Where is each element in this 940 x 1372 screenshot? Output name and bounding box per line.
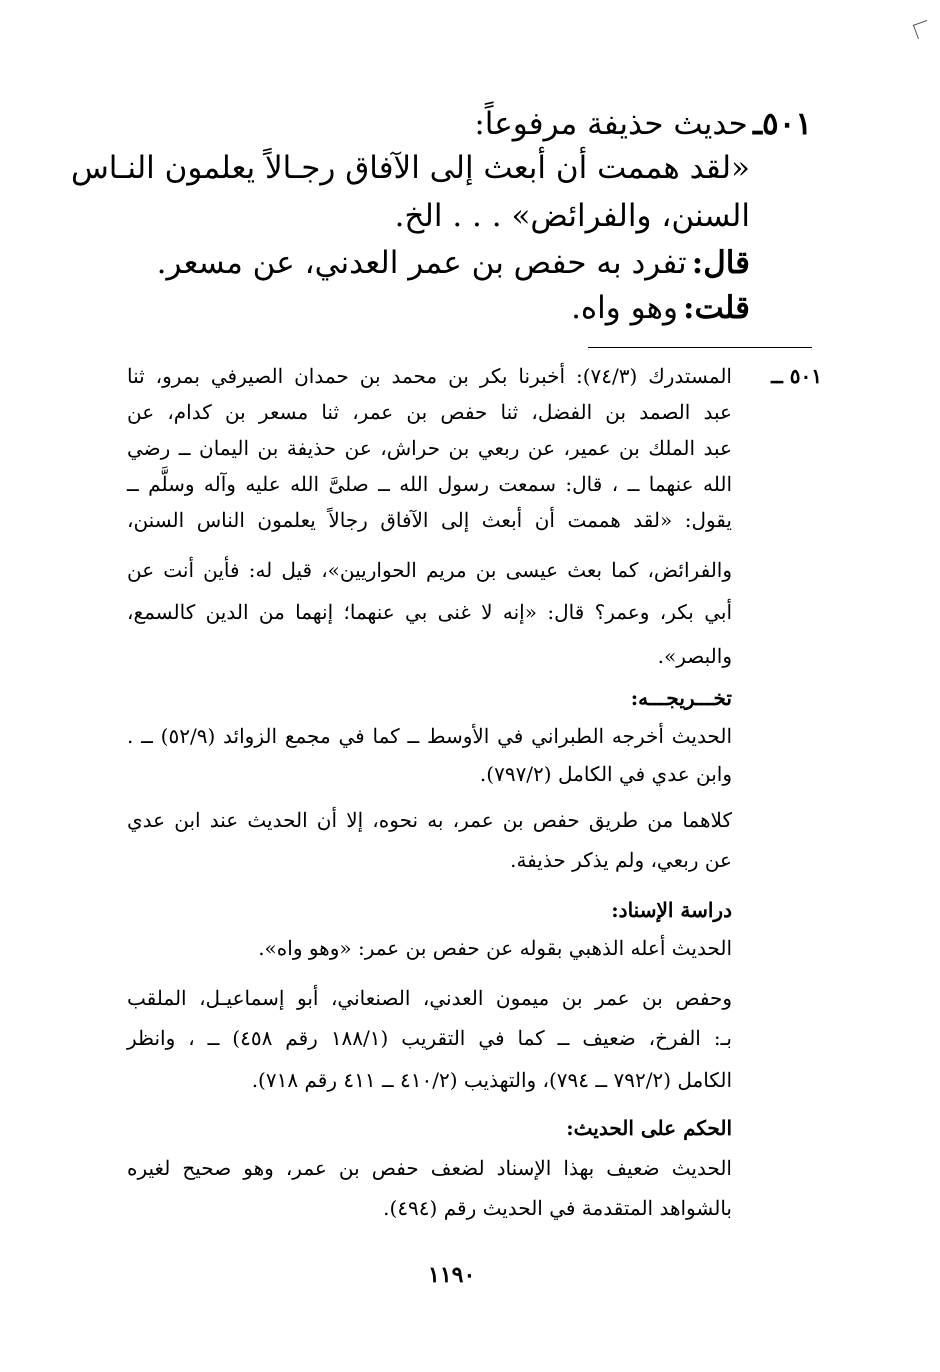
footnote-line: عبد الصمد بن الفضل، ثنا حفص بن عمر، ثنا مسعر بن كدام، عن xyxy=(127,400,732,424)
hadith-heading: حديث حذيفة مرفوعاً: xyxy=(474,106,748,142)
hukm-heading: الحكم على الحديث: xyxy=(566,1116,732,1140)
isnad-line: الحديث أعله الذهبي بقوله عن حفص بن عمر: «وهو واه». xyxy=(258,936,732,960)
footnote-line: يقول: «لقد هممت أن أبعث إلى الآفاق رجالاً يعلمون الناس السنن، xyxy=(127,508,732,532)
isnad-line: بـ: الفرخ، ضعيف ــ كما في التقريب (١٨٨/١ رقم ٤٥٨) ــ ، وانظر xyxy=(127,1026,732,1050)
takhrij-line: عن ربعي، ولم يذكر حذيفة. xyxy=(510,848,732,872)
hadith-quote-line-2: السنن، والفرائض» . . . الخ. xyxy=(394,198,750,234)
footnote-line: والفرائض، كما بعث عيسى بن مريم الحواريين»، قيل له: فأين أنت عن xyxy=(127,558,732,582)
entry-number: ٥٠١ـ xyxy=(752,106,812,142)
main-heading-line xyxy=(474,106,812,142)
qultu-line xyxy=(571,290,750,326)
qala-text: تفرد به حفص بن عمر العدني، عن مسعر. xyxy=(156,245,687,281)
hukm-line: الحديث ضعيف بهذا الإسناد لضعف حفص بن عمر، وهو صحيح لغيره xyxy=(127,1156,732,1180)
footnote-line: عبد الملك بن عمير، عن ربعي بن حراش، عن حذيفة بن اليمان ــ رضي xyxy=(127,436,732,460)
takhrij-heading: تخـــريجـــه: xyxy=(630,686,732,710)
footnote-line: والبصر». xyxy=(657,644,732,668)
qultu-label: قلت: xyxy=(683,290,750,326)
footnote-separator xyxy=(588,347,812,348)
takhrij-line: وابن عدي في الكامل (٧٩٧/٢). xyxy=(479,762,732,786)
hadith-quote-line-1: «لقد هممت أن أبعث إلى الآفاق رجـالاً يعلمون النـاس xyxy=(70,150,750,186)
isnad-heading: دراسة الإسناد: xyxy=(611,898,732,922)
qultu-text: وهو واه. xyxy=(571,290,678,326)
isnad-line: وحفص بن عمر بن ميمون العدني، الصنعاني، أبو إسماعيـل، الملقب xyxy=(127,986,732,1010)
footnote-line: أبي بكر، وعمر؟ قال: «إنه لا غنى بي عنهما؛ إنهما من الدين كالسمع، xyxy=(127,600,732,624)
qala-label: قال: xyxy=(691,245,750,281)
footnote-line: المستدرك (٧٤/٣): أخبرنا بكر بن محمد بن حمدان الصيرفي بمرو، ثنا xyxy=(127,364,732,388)
takhrij-line: الحديث أخرجه الطبراني في الأوسط ــ كما في مجمع الزوائد (٥٢/٩) ــ . xyxy=(127,724,732,748)
page-number: ١١٩٠ xyxy=(428,1262,476,1288)
qala-line xyxy=(157,245,750,281)
scan-corner-mark xyxy=(913,20,932,39)
footnote-line: الله عنهما ــ ، قال: سمعت رسول الله ــ صلىَّ الله عليه وآله وسلَّم ــ xyxy=(127,472,732,496)
hukm-line: بالشواهد المتقدمة في الحديث رقم (٤٩٤). xyxy=(383,1196,732,1220)
takhrij-line: كلاهما من طريق حفص بن عمر، به نحوه، إلا أن الحديث عند ابن عدي xyxy=(127,808,732,832)
isnad-line: الكامل (٧٩٢/٢ ــ ٧٩٤)، والتهذيب (٤١٠/٢ ــ ٤١١ رقم ٧١٨). xyxy=(251,1068,732,1092)
footnote-entry-number: ٥٠١ ــ xyxy=(771,364,822,388)
